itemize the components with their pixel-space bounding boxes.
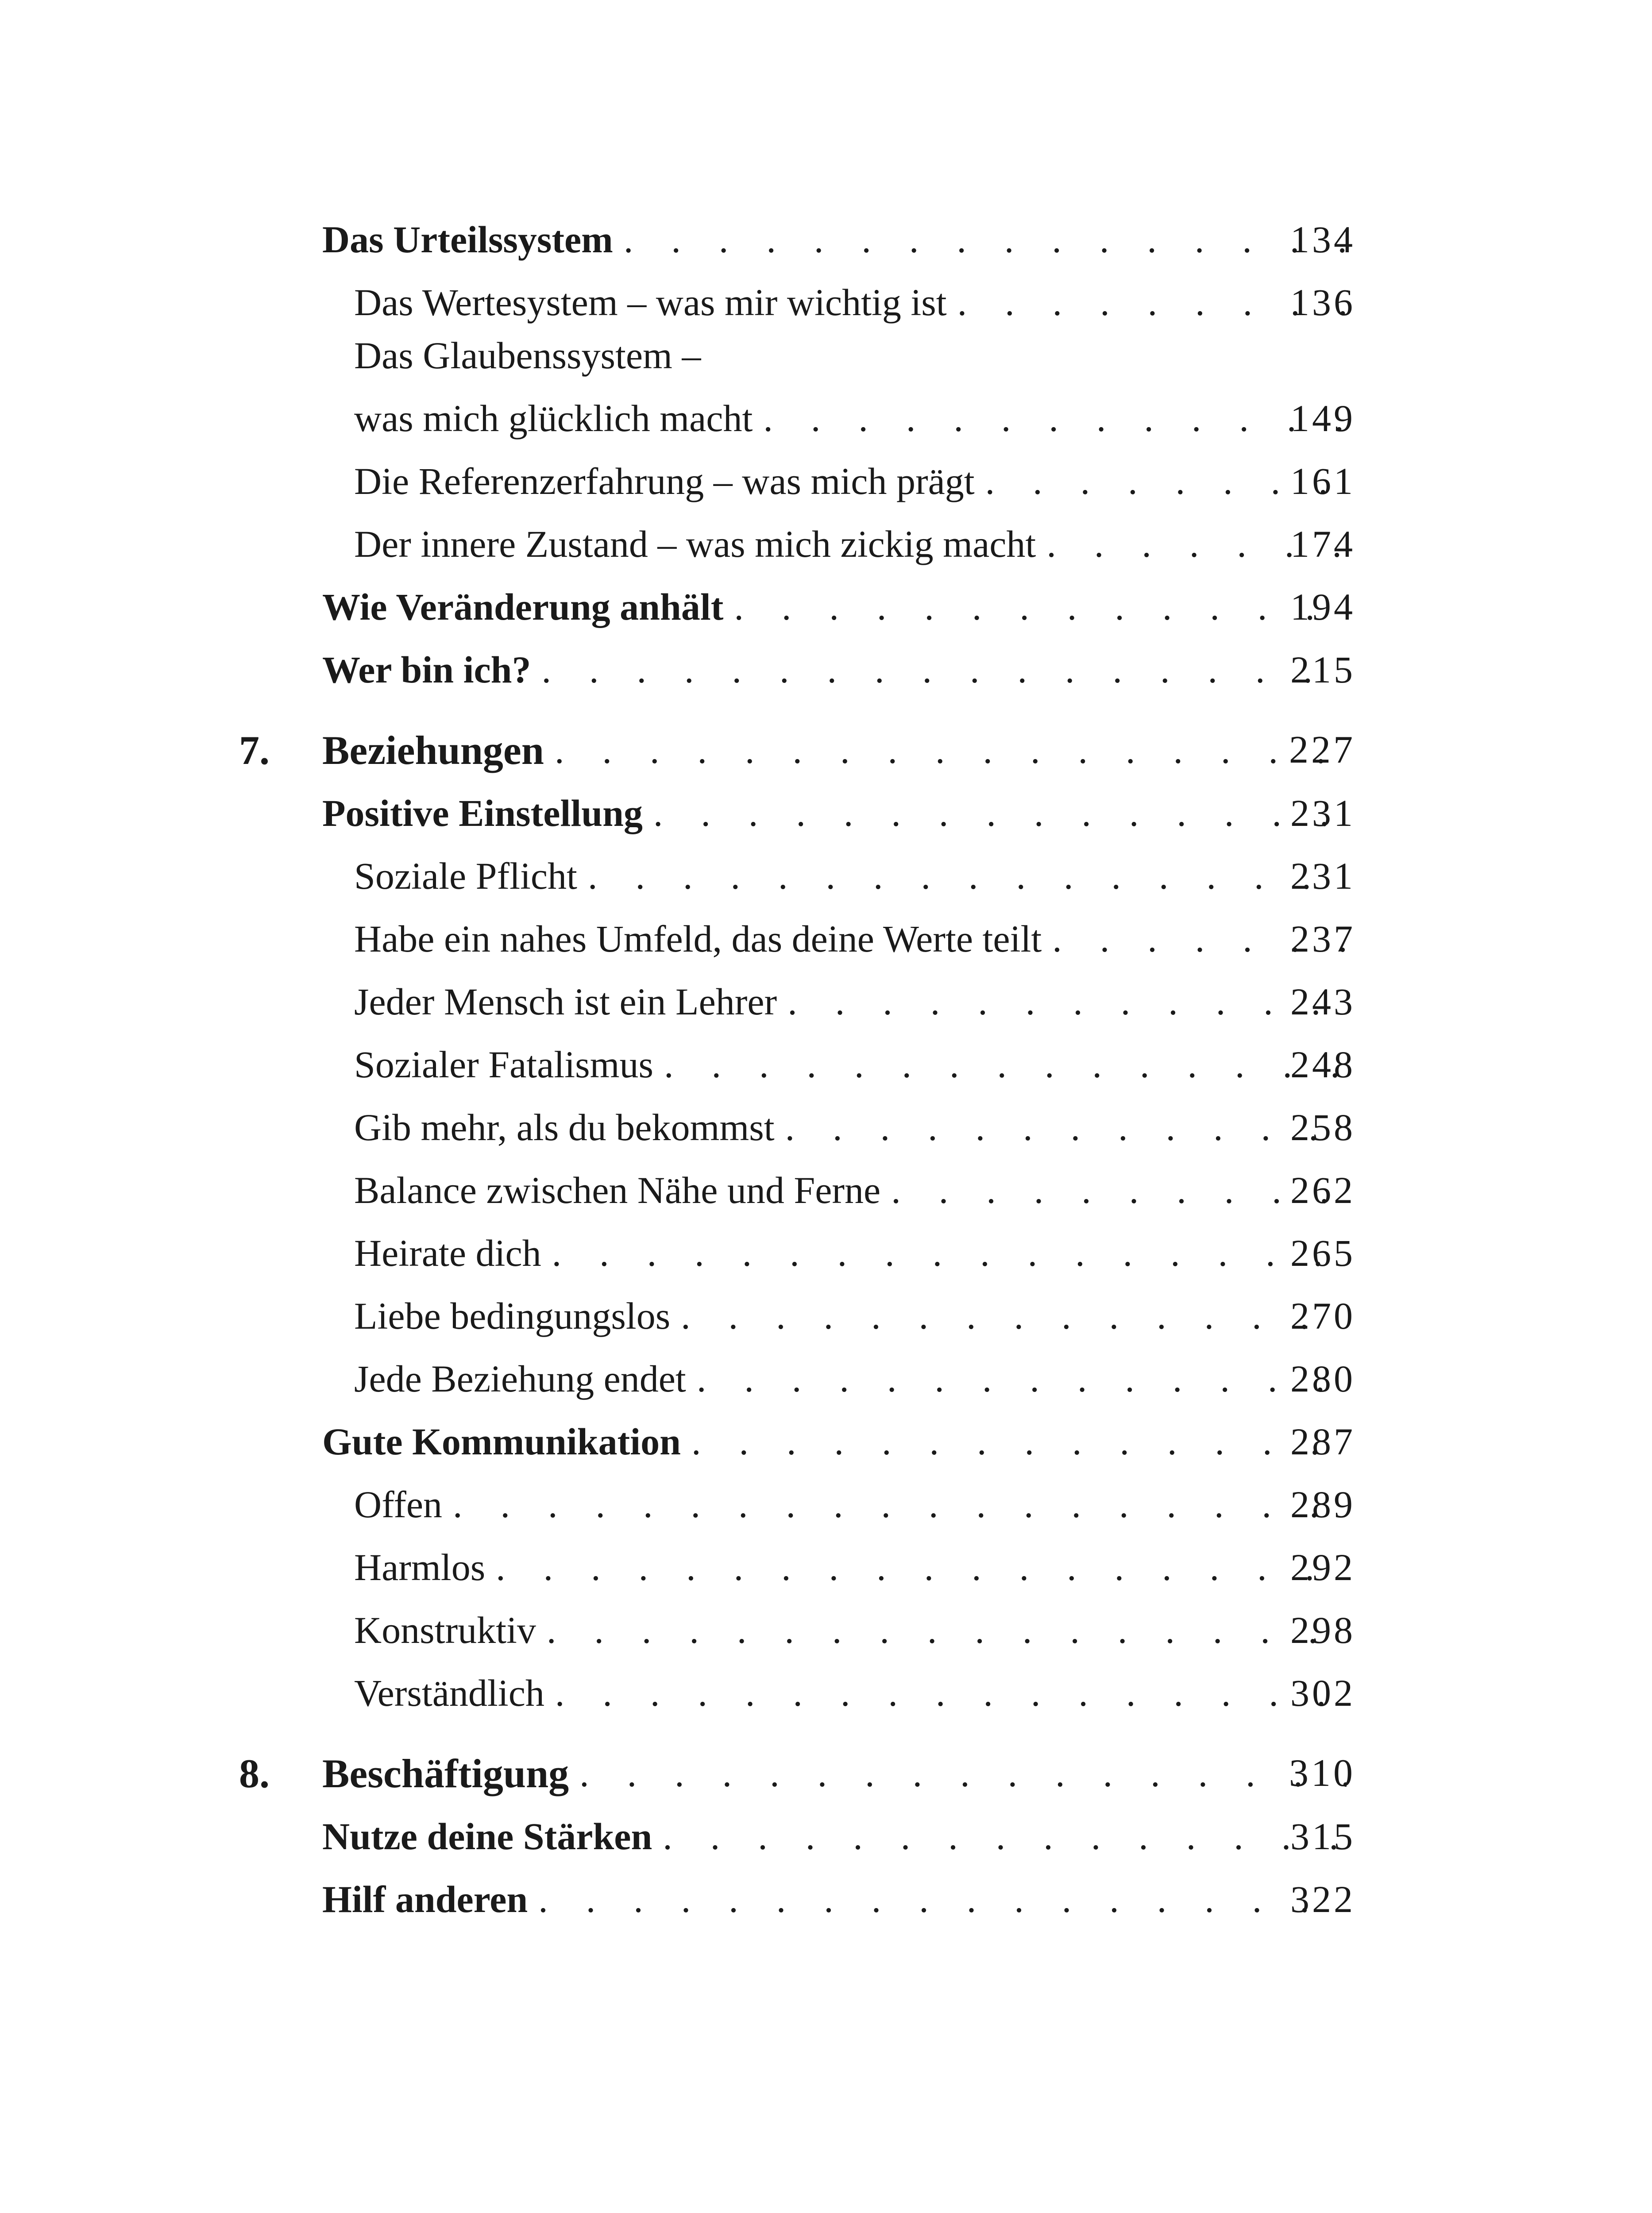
toc-title-line	[354, 844, 1347, 907]
dot-leader	[442, 1473, 1347, 1536]
toc-title: Habe ein nahes Umfeld, das deine Werte teilt	[354, 918, 1042, 960]
toc-title-line	[354, 1347, 1347, 1410]
toc-title: Das Wertesystem – was mir wichtig ist	[354, 281, 947, 324]
toc-title: Jede Beziehung endet	[354, 1357, 686, 1400]
toc-title-line	[322, 638, 1347, 701]
dot-leader	[544, 719, 1347, 782]
page-number: 215	[1290, 648, 1355, 691]
page-number: 298	[1290, 1609, 1355, 1651]
toc-title: Wie Veränderung anhält	[322, 586, 724, 628]
toc-title: Jeder Mensch ist ein Lehrer	[354, 980, 777, 1023]
toc-title-line	[354, 1222, 1347, 1284]
dot-leader	[681, 1410, 1347, 1473]
page-number: 280	[1290, 1357, 1355, 1400]
toc-subsection-entry	[0, 907, 1652, 970]
toc-title-line	[354, 450, 1347, 513]
toc-subsection-entry	[0, 450, 1652, 513]
toc-title: Nutze deine Stärken	[322, 1815, 652, 1858]
toc-subsection-entry	[0, 844, 1652, 907]
toc-subsection-entry	[0, 1662, 1652, 1724]
page-number: 265	[1290, 1232, 1355, 1274]
toc-title: Sozialer Fatalismus	[354, 1043, 653, 1086]
dot-leader	[653, 1033, 1347, 1096]
toc-title-line	[354, 1284, 1347, 1347]
toc-title-line	[322, 1868, 1347, 1931]
dot-leader	[531, 638, 1347, 701]
toc-title: Gute Kommunikation	[322, 1420, 681, 1463]
dot-leader	[947, 271, 1347, 334]
page-number: 287	[1290, 1420, 1355, 1463]
toc-title: Harmlos	[354, 1546, 486, 1588]
page-number: 227	[1289, 729, 1355, 771]
dot-leader	[777, 970, 1347, 1033]
page-number: 231	[1290, 792, 1355, 834]
page-number: 302	[1290, 1672, 1355, 1714]
toc-title: Hilf anderen	[322, 1878, 528, 1920]
page-number: 258	[1290, 1106, 1355, 1149]
page-number: 174	[1290, 523, 1355, 565]
toc-title: Gib mehr, als du bekommst	[354, 1106, 775, 1149]
toc-title: Das Urteilssystem	[322, 218, 613, 261]
dot-leader	[569, 1742, 1347, 1805]
dot-leader	[643, 782, 1347, 844]
toc-subsection-entry	[0, 513, 1652, 575]
toc-title: Verständlich	[354, 1672, 544, 1714]
dot-leader	[775, 1096, 1347, 1159]
toc-title-line	[322, 719, 1347, 782]
dot-leader	[536, 1599, 1347, 1662]
dot-leader	[652, 1805, 1347, 1868]
toc-subsection-entry	[0, 1536, 1652, 1599]
dot-leader	[613, 208, 1347, 271]
toc-section-entry	[0, 1410, 1652, 1473]
dot-leader	[880, 1159, 1347, 1222]
toc-section-entry	[0, 782, 1652, 844]
toc-subsection-entry	[0, 1222, 1652, 1284]
toc-title-line	[354, 970, 1347, 1033]
page-number: 322	[1290, 1878, 1355, 1920]
page-number: 237	[1290, 918, 1355, 960]
toc-title: Positive Einstellung	[322, 792, 643, 834]
toc-subsection-entry	[0, 334, 1652, 450]
toc-subsection-entry	[0, 271, 1652, 334]
dot-leader	[670, 1284, 1347, 1347]
page-number: 231	[1290, 855, 1355, 897]
page-number: 248	[1290, 1043, 1355, 1086]
toc-section-entry	[0, 1868, 1652, 1931]
toc-subsection-entry	[0, 1096, 1652, 1159]
toc-subsection-entry	[0, 1599, 1652, 1662]
toc-section-entry	[0, 638, 1652, 701]
toc-title-line	[354, 1473, 1347, 1536]
toc-title-line	[354, 1159, 1347, 1222]
toc-section-entry	[0, 208, 1652, 271]
page-number: 194	[1290, 586, 1355, 628]
toc-title-line	[354, 1033, 1347, 1096]
page-number: 315	[1290, 1815, 1355, 1858]
page-number: 136	[1290, 281, 1355, 324]
toc-title-line	[354, 907, 1347, 970]
toc-chapter-entry	[0, 719, 1652, 782]
page-number: 262	[1290, 1169, 1355, 1211]
dot-leader	[528, 1868, 1347, 1931]
page-number: 270	[1290, 1295, 1355, 1337]
toc-title: Liebe bedingungslos	[354, 1295, 671, 1337]
toc-title-line	[322, 575, 1347, 638]
toc-title: Beschäftigung	[322, 1751, 569, 1796]
page-number: 149	[1290, 397, 1355, 440]
toc-title-line	[354, 1599, 1347, 1662]
toc-chapter-entry	[0, 1742, 1652, 1805]
toc-title-line	[322, 208, 1347, 271]
dot-leader	[485, 1536, 1347, 1599]
page-number: 289	[1290, 1483, 1355, 1526]
toc-subsection-entry	[0, 1033, 1652, 1096]
toc-subsection-entry	[0, 1347, 1652, 1410]
dot-leader	[686, 1347, 1347, 1410]
dot-leader	[544, 1662, 1347, 1724]
dot-leader	[723, 575, 1347, 638]
toc-title: Soziale Pflicht	[354, 855, 577, 897]
toc-subsection-entry	[0, 970, 1652, 1033]
toc-title: Balance zwischen Nähe und Ferne	[354, 1169, 881, 1211]
toc-title: Das Glaubenssystem – was mich glücklich macht	[354, 334, 753, 440]
toc-subsection-entry	[0, 1159, 1652, 1222]
toc-subsection-entry	[0, 1473, 1652, 1536]
page-number: 310	[1289, 1752, 1355, 1795]
toc-title-line	[354, 1536, 1347, 1599]
dot-leader	[577, 844, 1347, 907]
toc-title: Der innere Zustand – was mich zickig macht	[354, 523, 1036, 565]
toc-title-line	[322, 1410, 1347, 1473]
toc-title: Beziehungen	[322, 728, 544, 773]
page-number: 161	[1290, 460, 1355, 502]
dot-leader	[753, 387, 1347, 450]
toc-title-line	[354, 334, 1347, 450]
toc-title: Wer bin ich?	[322, 648, 531, 691]
chapter-number: 8.	[239, 1751, 270, 1796]
chapter-number: 7.	[239, 728, 270, 773]
toc-subsection-entry	[0, 1284, 1652, 1347]
toc-title: Heirate dich	[354, 1232, 541, 1274]
toc-title: Offen	[354, 1483, 443, 1526]
toc-title-line	[322, 1742, 1347, 1805]
toc-title-line	[322, 782, 1347, 844]
page-number: 243	[1290, 980, 1355, 1023]
table-of-contents	[0, 208, 1652, 1931]
page-number: 134	[1290, 218, 1355, 261]
toc-title-line	[354, 513, 1347, 575]
toc-title-line	[322, 1805, 1347, 1868]
toc-title-line	[354, 1662, 1347, 1724]
toc-title: Konstruktiv	[354, 1609, 536, 1651]
dot-leader	[541, 1222, 1347, 1284]
toc-title-line	[354, 1096, 1347, 1159]
toc-section-entry	[0, 1805, 1652, 1868]
toc-title: Die Referenzerfahrung – was mich prägt	[354, 460, 975, 502]
page-number: 292	[1290, 1546, 1355, 1588]
toc-section-entry	[0, 575, 1652, 638]
